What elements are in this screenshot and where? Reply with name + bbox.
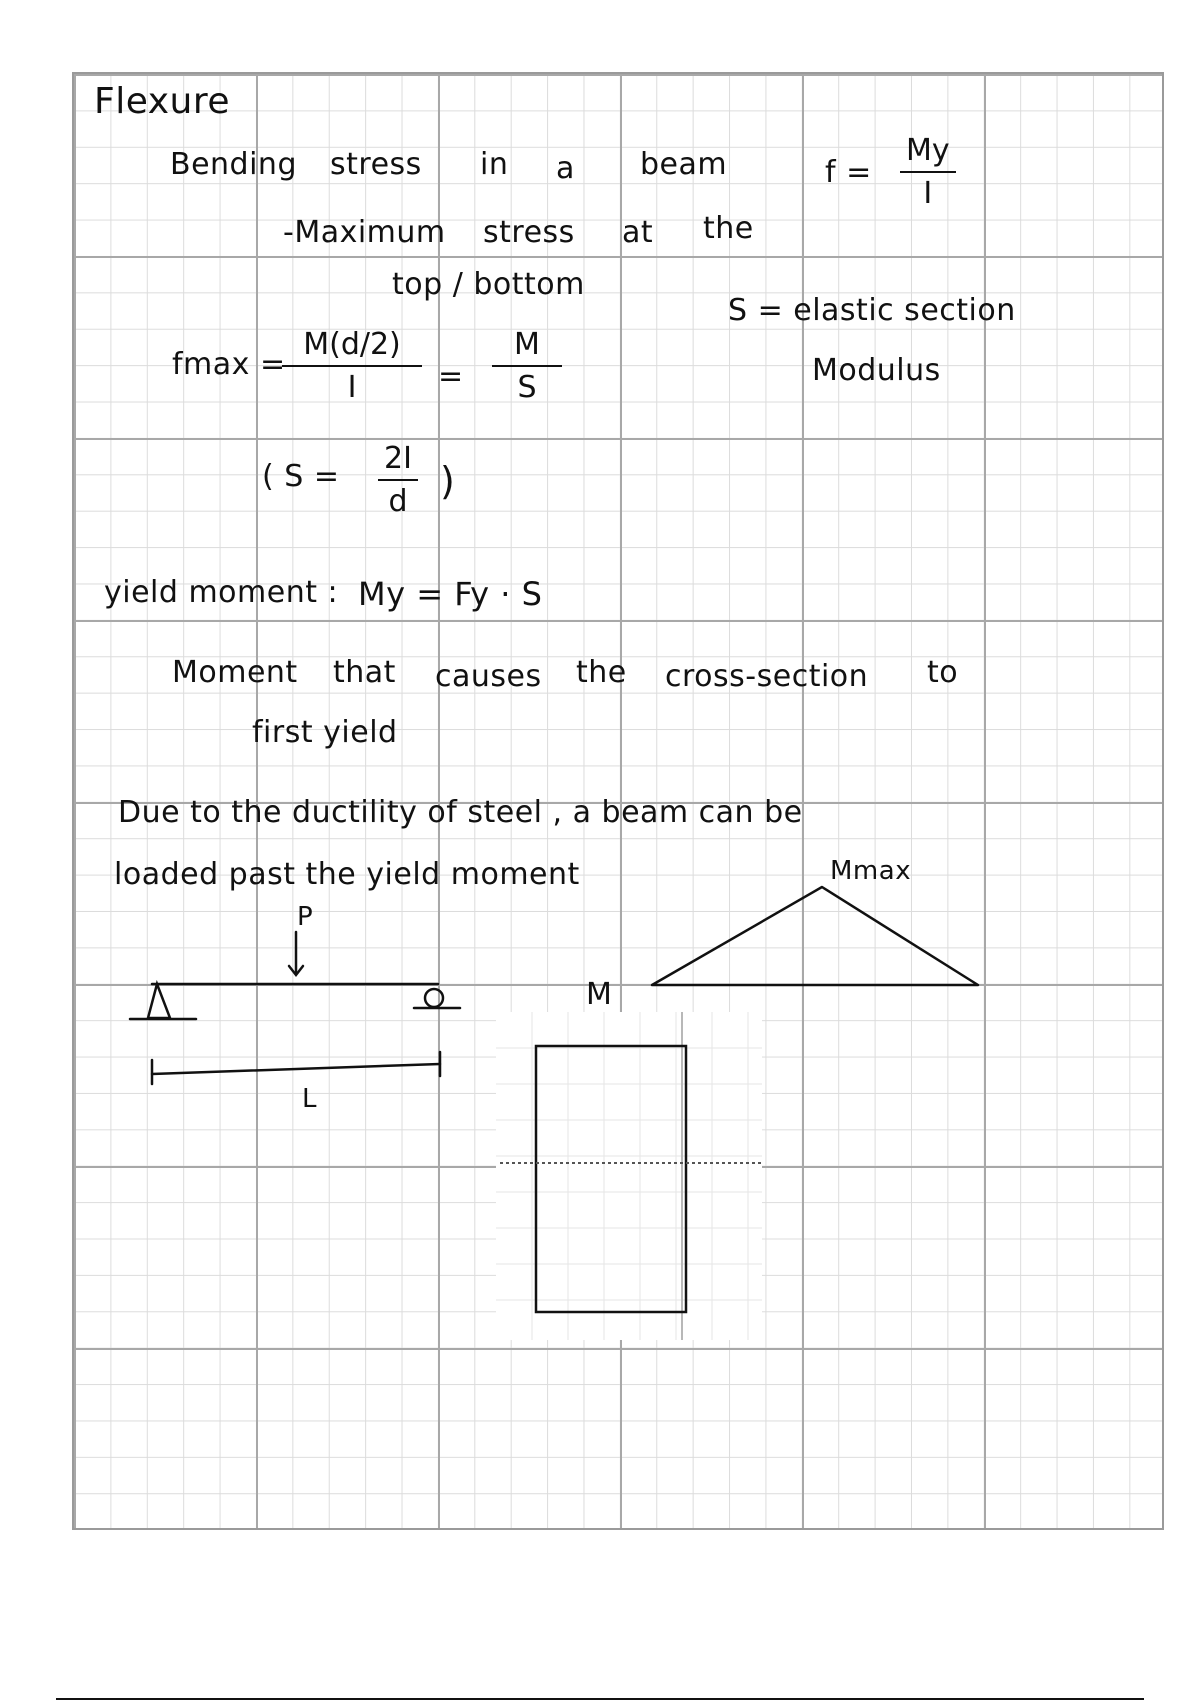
text-cross-section: cross-section [665,659,869,694]
moment-diagram-triangle [652,887,978,985]
text-section-modulus-2: Modulus [812,353,941,388]
load-label: P [297,902,314,932]
s-def-open: ( S = [262,459,340,494]
simply-supported-beam [130,932,460,1084]
text-stress: stress [330,147,422,182]
text-the-3: the [576,655,627,690]
fmax-lhs: fmax = [172,347,286,382]
text-that: that [333,655,396,690]
text-moment: Moment [172,655,298,690]
text-maximum: -Maximum [283,215,446,250]
text-bending: Bending [170,147,297,182]
text-causes: causes [435,659,542,694]
yield-moment-formula: My = Fy · S [358,575,543,613]
s-def-numerator: 2I [384,441,412,476]
text-ductility-2: loaded past the yield moment [114,857,580,892]
text-a: a [556,151,575,186]
moment-label: M [586,977,613,1012]
s-def-close: ) [440,459,456,503]
fmax-denominator-1: I [347,370,357,405]
text-the: the [703,211,754,246]
roller-support-icon [425,989,443,1007]
page-title: Flexure [94,81,231,122]
text-stress-2: stress [483,215,575,250]
flexure-formula-lhs: f = [825,155,872,190]
fmax-numerator-1: M(d/2) [303,327,401,362]
yield-moment-label: yield moment : [104,575,339,610]
pin-support-icon [148,984,170,1018]
text-first-yield: first yield [252,715,398,750]
text-at: at [622,215,654,250]
text-section-modulus-1: S = elastic section [728,293,1016,328]
fmax-equals: = [438,359,464,394]
max-moment-label: Mmax [830,856,912,886]
text-ductility-1: Due to the ductility of steel , a beam can be [118,795,803,830]
text-in: in [480,147,509,182]
span-length-label: L [302,1084,317,1114]
flexure-formula-denominator: I [923,176,933,211]
fmax-denominator-2: S [517,370,537,405]
fmax-numerator-2: M [514,327,540,362]
s-def-denominator: d [388,484,408,519]
text-beam: beam [640,147,728,182]
text-to: to [927,655,959,690]
flexure-formula-numerator: My [906,133,950,168]
text-top-bottom: top / bottom [392,267,585,302]
